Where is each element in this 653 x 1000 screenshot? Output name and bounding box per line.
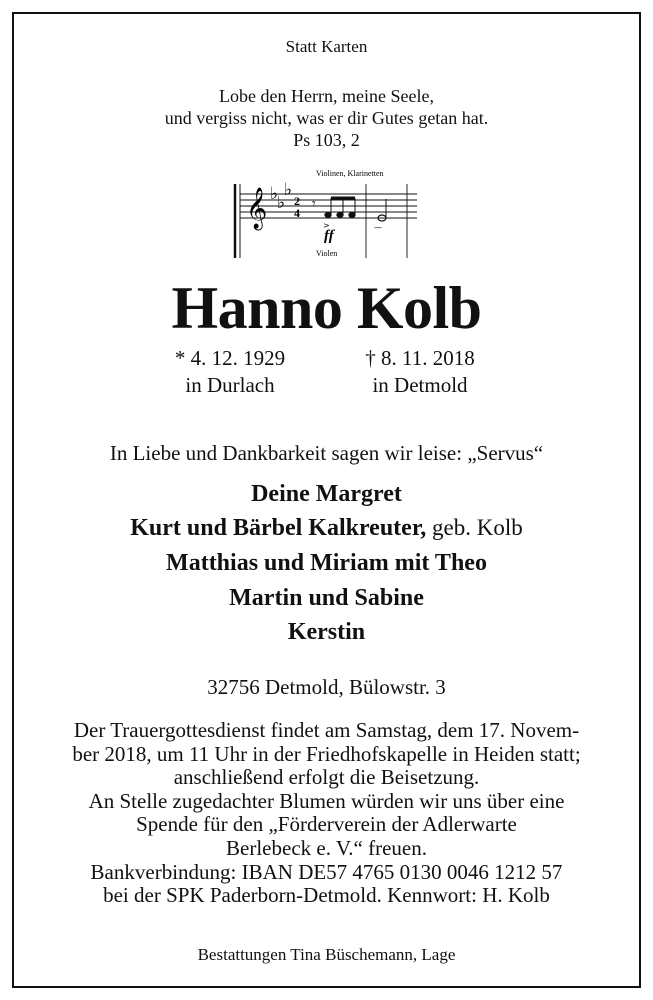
statt-karten: Statt Karten xyxy=(285,37,368,56)
notice-line: An Stelle zugedachter Blumen würden wir uns über eine xyxy=(88,788,565,813)
notice-line: Spende für den „Förderverein der Adlerwarte xyxy=(136,812,517,837)
verse-reference: Ps 103, 2 xyxy=(293,130,360,150)
score-top-label: Violinen, Klarinetten xyxy=(316,169,384,178)
mourner-4: Martin und Sabine xyxy=(229,585,424,611)
verse-line-1: Lobe den Herrn, meine Seele, xyxy=(219,86,434,106)
death-block xyxy=(340,345,500,399)
mourner-2-names: Kurt und Bärbel Kalkreuter, xyxy=(130,515,427,541)
notice-paragraph xyxy=(0,719,653,908)
svg-text:4: 4 xyxy=(294,206,300,220)
deceased-name: Hanno Kolb xyxy=(171,275,482,341)
mourner-2-maiden: geb. Kolb xyxy=(426,515,523,540)
verse-line-2: und vergiss nicht, was er dir Gutes getan hat. xyxy=(164,108,489,128)
farewell-line: In Liebe und Dankbarkeit sagen wir leise: „Servus“ xyxy=(109,441,544,465)
birth-block xyxy=(150,345,310,399)
address: 32756 Detmold, Bülowstr. 3 xyxy=(207,675,446,699)
notice-line: bei der SPK Paderborn-Detmold. Kennwort: H. Kolb xyxy=(103,883,550,908)
notice-line: Berlebeck e. V.“ freuen. xyxy=(226,835,427,860)
treble-clef: 𝄞 xyxy=(246,188,268,229)
mourner-5: Kerstin xyxy=(287,619,366,645)
svg-text:2: 2 xyxy=(294,194,300,208)
death-place: in Detmold xyxy=(372,373,468,397)
notice-line: Der Trauergottesdienst findet am Samstag, dem 17. Novem- xyxy=(73,718,580,742)
mourner-3: Matthias und Miriam mit Theo xyxy=(166,550,487,576)
svg-text:♭: ♭ xyxy=(277,193,286,213)
svg-text:𝄾: 𝄾 xyxy=(312,196,316,212)
dynamic-ff: ff xyxy=(324,228,334,244)
funeral-home: Bestattungen Tina Büschemann, Lage xyxy=(197,945,456,964)
svg-text:>: > xyxy=(323,221,330,230)
svg-text:♭: ♭ xyxy=(284,180,293,200)
birth-date: * 4. 12. 1929 xyxy=(174,346,286,370)
music-score xyxy=(232,166,422,260)
notice-line: ber 2018, um 11 Uhr in der Friedhofskapelle in Heiden statt; xyxy=(72,741,581,766)
birth-place: in Durlach xyxy=(185,373,275,397)
score-bottom-label: Violen xyxy=(316,249,338,258)
notice-line: anschließend erfolgt die Beisetzung. xyxy=(173,765,480,790)
death-date: † 8. 11. 2018 xyxy=(365,346,475,370)
mourner-1: Deine Margret xyxy=(251,481,402,507)
mourner-2 xyxy=(0,515,653,542)
notice-line: Bankverbindung: IBAN DE57 4765 0130 0046 1212 57 xyxy=(90,859,563,884)
svg-text:♭: ♭ xyxy=(270,184,279,204)
svg-text:—: — xyxy=(374,223,382,232)
